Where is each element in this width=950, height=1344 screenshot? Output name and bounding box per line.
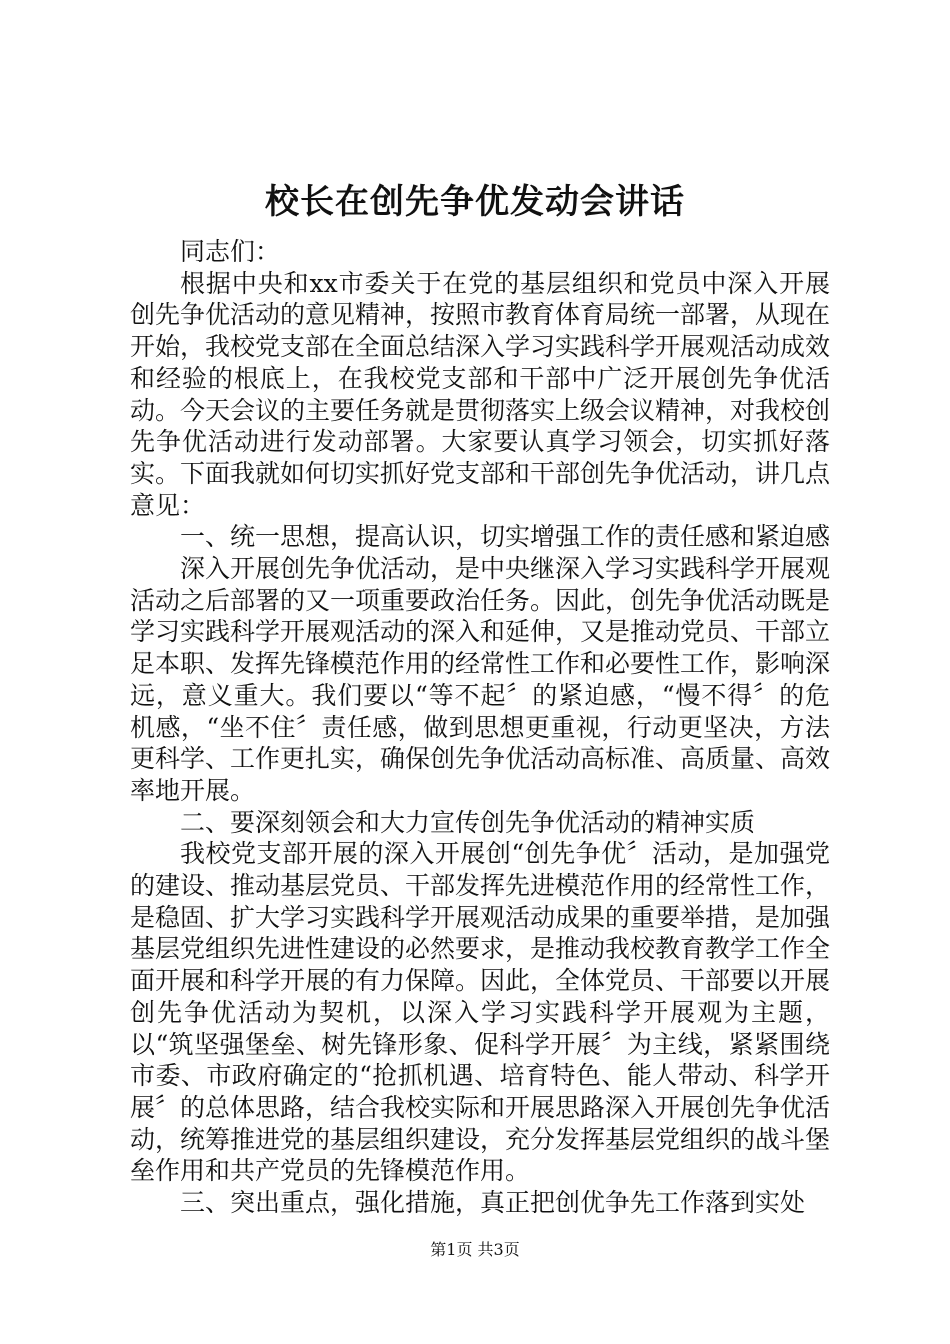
paragraph-section-2: 我校党支部开展的深入开展创“创先争优〞活动，是加强党的建设、推动基层党员、干部发挥先进模范作用的经常性工作，是稳固、扩大学习实践科学开展观活动成果的重要举措，是加强基层党组织先进性建设的必然要求，是推动我校教育教学工作全面开展和科学开展的有力保障。因此，全体党员、干部要以开展创先争优活动为契机，以深入学习实践科学开展观为主题，以“筑坚强堡垒、树先锋形象、促科学开展〞为主线，紧紧围绕市委、市政府确定的“抢抓机遇、培育特色、能人带动、科学开展〞的总体思路，结合我校实际和开展思路深入开展创先争优活动，统筹推进党的基层组织建设，充分发挥基层党组织的战斗堡垒作用和共产党员的先锋模范作用。 bbox=[130, 839, 831, 1186]
paragraph-section-1: 深入开展创先争优活动，是中央继深入学习实践科学开展观活动之后部署的又一项重要政治任务。因此，创先争优活动既是学习实践科学开展观活动的深入和延伸，又是推动党员、干部立足本职、发挥先锋模范作用的经常性工作和必要性工作，影响深远，意义重大。我们要以“等不起〞的紧迫感，“慢不得〞的危机感，“坐不住〞责任感，做到思想更重视，行动更坚决，方法更科学、工作更扎实，确保创先争优活动高标准、高质量、高效率地开展。 bbox=[130, 554, 831, 805]
section-heading-3: 三、突出重点，强化措施，真正把创优争先工作落到实处 bbox=[180, 1188, 806, 1218]
document-body bbox=[130, 236, 830, 1219]
page-footer: 第1页 共3页 bbox=[430, 1240, 520, 1259]
paragraph-salutation: 同志们： bbox=[180, 237, 281, 266]
paragraph-intro: 根据中央和xx市委关于在党的基层组织和党员中深入开展创先争优活动的意见精神，按照市教育体育局统一部署，从现在开始，我校党支部在全面总结深入学习实践科学开展观活动成效和经验的根底上，在我校党支部和干部中广泛开展创先争优活动。今天会议的主要任务就是贯彻落实上级会议精神，对我校创先争优活动进行发动部署。大家要认真学习领会，切实抓好落实。下面我就如何切实抓好党支部和干部创先争优活动，讲几点意见： bbox=[130, 268, 831, 520]
section-heading-1: 一、统一思想，提高认识，切实增强工作的责任感和紧迫感 bbox=[180, 522, 831, 552]
section-heading-2: 二、要深刻领会和大力宣传创先争优活动的精神实质 bbox=[180, 807, 756, 837]
page-title: 校长在创先争优发动会讲话 bbox=[265, 182, 685, 222]
